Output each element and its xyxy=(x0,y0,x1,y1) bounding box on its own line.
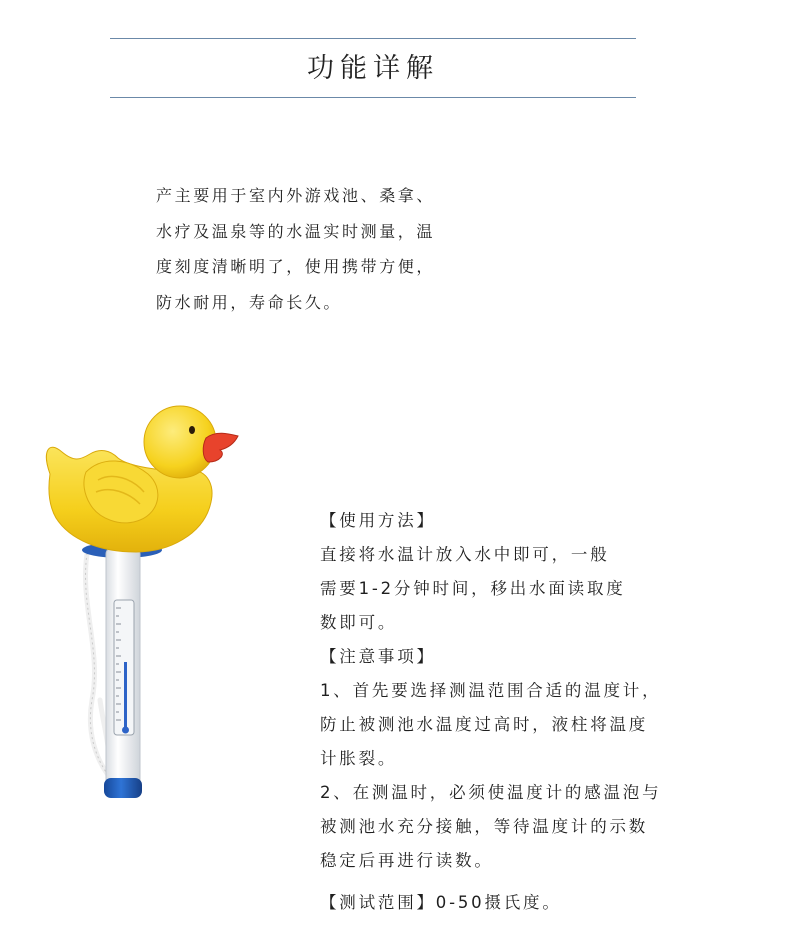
notes-line: 1、首先要选择测温范围合适的温度计， xyxy=(320,681,662,700)
intro-line: 防水耐用，寿命长久。 xyxy=(156,292,343,312)
range-line: 【测试范围】0-50摄氏度。 xyxy=(320,893,562,912)
title-bottom-rule xyxy=(110,97,636,98)
liquid-column xyxy=(124,662,127,728)
notes-line: 计胀裂。 xyxy=(320,749,398,768)
spacer xyxy=(320,878,740,886)
title-top-rule xyxy=(110,38,636,39)
intro-paragraph xyxy=(156,178,516,320)
page-title: 功能详解 xyxy=(307,53,439,84)
bottom-cap xyxy=(104,778,142,798)
method-line: 数即可。 xyxy=(320,613,398,632)
duck-thermometer-image xyxy=(40,400,250,810)
notes-line: 防止被测池水温度过高时，液柱将温度 xyxy=(320,715,649,734)
intro-line: 度刻度清晰明了，使用携带方便， xyxy=(156,257,436,276)
intro-line: 产主要用于室内外游戏池、桑拿、 xyxy=(156,186,436,205)
notes-line: 被测池水充分接触，等待温度计的示数 xyxy=(320,817,649,836)
usage-section xyxy=(320,504,740,920)
method-line: 直接将水温计放入水中即可，一般 xyxy=(320,545,610,564)
method-heading: 【使用方法】 xyxy=(320,511,436,530)
method-line: 需要1-2分钟时间，移出水面读取度 xyxy=(320,579,626,598)
string-cord xyxy=(86,548,110,772)
duck-eye xyxy=(189,426,195,434)
duck-beak xyxy=(203,433,238,462)
notes-heading: 【注意事项】 xyxy=(320,647,436,666)
intro-line: 水疗及温泉等的水温实时测量，温 xyxy=(156,221,436,241)
notes-line: 2、在测温时，必须使温度计的感温泡与 xyxy=(320,783,662,802)
notes-line: 稳定后再进行读数。 xyxy=(320,851,494,870)
